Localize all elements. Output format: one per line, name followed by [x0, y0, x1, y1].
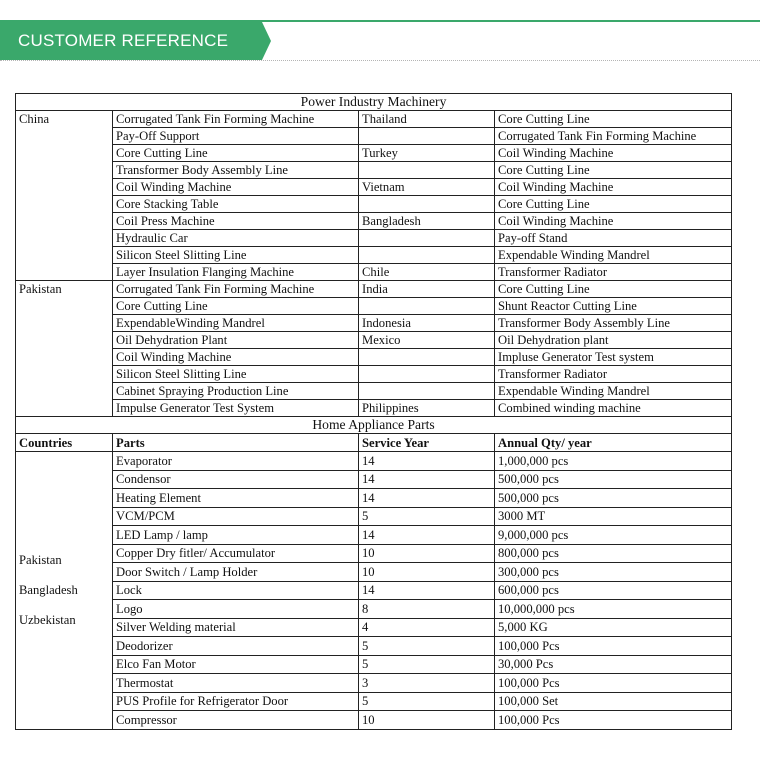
- part-name-cell: Logo: [113, 600, 359, 619]
- home-row: [16, 507, 732, 526]
- home-row: [16, 563, 732, 582]
- power-machine-cell: Core Cutting Line: [495, 111, 732, 128]
- service-year-cell: 10: [359, 544, 495, 563]
- power-country-cell: [359, 366, 495, 383]
- home-countries-cell: [16, 452, 113, 730]
- annual-qty-cell: 30,000 Pcs: [495, 655, 732, 674]
- power-machine-cell: Core Cutting Line: [495, 196, 732, 213]
- power-machine-cell: Expendable Winding Mandrel: [495, 247, 732, 264]
- power-machine-cell: Silicon Steel Slitting Line: [113, 366, 359, 383]
- power-country-cell: Vietnam: [359, 179, 495, 196]
- part-name-cell: Elco Fan Motor: [113, 655, 359, 674]
- power-machine-cell: Core Cutting Line: [495, 281, 732, 298]
- power-country-cell: Turkey: [359, 145, 495, 162]
- page-title: CUSTOMER REFERENCE: [18, 31, 229, 50]
- part-name-cell: Silver Welding material: [113, 618, 359, 637]
- part-name-cell: Heating Element: [113, 489, 359, 508]
- service-year-cell: 14: [359, 581, 495, 600]
- part-name-cell: Condensor: [113, 470, 359, 489]
- power-machine-cell: Transformer Body Assembly Line: [113, 162, 359, 179]
- home-row: [16, 655, 732, 674]
- power-row: [16, 213, 732, 230]
- power-country-cell: [359, 298, 495, 315]
- annual-qty-cell: 1,000,000 pcs: [495, 452, 732, 471]
- power-country-cell: [359, 230, 495, 247]
- power-row: [16, 111, 732, 128]
- part-name-cell: Compressor: [113, 711, 359, 730]
- power-machine-cell: Hydraulic Car: [113, 230, 359, 247]
- service-year-cell: 14: [359, 452, 495, 471]
- service-year-cell: 4: [359, 618, 495, 637]
- power-row: [16, 162, 732, 179]
- power-row: [16, 264, 732, 281]
- annual-qty-cell: 500,000 pcs: [495, 470, 732, 489]
- part-name-cell: Evaporator: [113, 452, 359, 471]
- power-country-cell: [16, 162, 113, 179]
- annual-qty-cell: 500,000 pcs: [495, 489, 732, 508]
- power-row: [16, 366, 732, 383]
- part-name-cell: Deodorizer: [113, 637, 359, 656]
- power-row: [16, 247, 732, 264]
- power-row: [16, 315, 732, 332]
- annual-qty-cell: 300,000 pcs: [495, 563, 732, 582]
- power-machine-cell: Coil Winding Machine: [495, 213, 732, 230]
- part-name-cell: PUS Profile for Refrigerator Door: [113, 692, 359, 711]
- service-year-cell: 5: [359, 507, 495, 526]
- power-machine-cell: Coil Winding Machine: [113, 349, 359, 366]
- home-row: [16, 452, 732, 471]
- part-name-cell: Door Switch / Lamp Holder: [113, 563, 359, 582]
- service-year-cell: 14: [359, 470, 495, 489]
- power-machine-cell: Transformer Radiator: [495, 366, 732, 383]
- part-name-cell: Lock: [113, 581, 359, 600]
- power-country-cell: [359, 383, 495, 400]
- column-header: Countries: [16, 434, 113, 452]
- power-machine-cell: Corrugated Tank Fin Forming Machine: [495, 128, 732, 145]
- power-row: [16, 196, 732, 213]
- power-country-cell: [16, 400, 113, 417]
- power-row: [16, 281, 732, 298]
- country-name: Uzbekistan: [19, 613, 76, 628]
- power-machine-cell: Corrugated Tank Fin Forming Machine: [113, 281, 359, 298]
- service-year-cell: 5: [359, 637, 495, 656]
- header-divider: [0, 60, 760, 61]
- power-country-cell: [16, 298, 113, 315]
- power-country-cell: [359, 162, 495, 179]
- power-row: [16, 128, 732, 145]
- power-country-cell: [16, 264, 113, 281]
- column-header: Parts: [113, 434, 359, 452]
- power-machine-cell: Corrugated Tank Fin Forming Machine: [113, 111, 359, 128]
- power-row: [16, 400, 732, 417]
- power-country-cell: [16, 332, 113, 349]
- power-machine-cell: Combined winding machine: [495, 400, 732, 417]
- home-row: [16, 470, 732, 489]
- power-row: [16, 230, 732, 247]
- annual-qty-cell: 5,000 KG: [495, 618, 732, 637]
- home-row: [16, 600, 732, 619]
- power-machine-cell: Expendable Winding Mandrel: [495, 383, 732, 400]
- country-name: Bangladesh: [19, 583, 78, 598]
- power-country-cell: Philippines: [359, 400, 495, 417]
- part-name-cell: VCM/PCM: [113, 507, 359, 526]
- power-machine-cell: Pay-Off Support: [113, 128, 359, 145]
- home-section-title: Home Appliance Parts: [16, 417, 732, 434]
- power-machine-cell: Coil Winding Machine: [113, 179, 359, 196]
- customer-reference-table: [15, 93, 732, 730]
- power-country-cell: Indonesia: [359, 315, 495, 332]
- power-country-cell: [16, 179, 113, 196]
- service-year-cell: 14: [359, 489, 495, 508]
- power-country-cell: [16, 247, 113, 264]
- power-country-cell: [16, 383, 113, 400]
- power-row: [16, 332, 732, 349]
- power-country-cell: [359, 128, 495, 145]
- power-machine-cell: Core Cutting Line: [113, 298, 359, 315]
- part-name-cell: Copper Dry fitler/ Accumulator: [113, 544, 359, 563]
- power-country-cell: [16, 349, 113, 366]
- home-row: [16, 489, 732, 508]
- power-section-title: Power Industry Machinery: [16, 94, 732, 111]
- home-row: [16, 711, 732, 730]
- power-country-cell: [359, 247, 495, 264]
- home-row: [16, 618, 732, 637]
- power-country-cell: Thailand: [359, 111, 495, 128]
- power-country-cell: Bangladesh: [359, 213, 495, 230]
- power-row: [16, 145, 732, 162]
- service-year-cell: 10: [359, 563, 495, 582]
- home-row: [16, 637, 732, 656]
- service-year-cell: 8: [359, 600, 495, 619]
- home-header-row: [16, 434, 732, 452]
- annual-qty-cell: 9,000,000 pcs: [495, 526, 732, 545]
- annual-qty-cell: 100,000 Set: [495, 692, 732, 711]
- power-machine-cell: Core Stacking Table: [113, 196, 359, 213]
- home-section-row: [16, 417, 732, 434]
- column-header: Annual Qty/ year: [495, 434, 732, 452]
- power-country-cell: [16, 128, 113, 145]
- home-row: [16, 544, 732, 563]
- home-row: [16, 526, 732, 545]
- power-machine-cell: Transformer Radiator: [495, 264, 732, 281]
- power-machine-cell: ExpendableWinding Mandrel: [113, 315, 359, 332]
- home-row: [16, 674, 732, 693]
- service-year-cell: 5: [359, 655, 495, 674]
- power-machine-cell: Cabinet Spraying Production Line: [113, 383, 359, 400]
- power-machine-cell: Coil Winding Machine: [495, 145, 732, 162]
- home-row: [16, 692, 732, 711]
- power-country-cell: Pakistan: [16, 281, 113, 298]
- annual-qty-cell: 600,000 pcs: [495, 581, 732, 600]
- power-machine-cell: Coil Winding Machine: [495, 179, 732, 196]
- power-country-cell: China: [16, 111, 113, 128]
- power-country-cell: Chile: [359, 264, 495, 281]
- column-header: Service Year: [359, 434, 495, 452]
- power-country-cell: [16, 196, 113, 213]
- annual-qty-cell: 100,000 Pcs: [495, 674, 732, 693]
- annual-qty-cell: 100,000 Pcs: [495, 711, 732, 730]
- home-row: [16, 581, 732, 600]
- annual-qty-cell: 100,000 Pcs: [495, 637, 732, 656]
- power-machine-cell: Silicon Steel Slitting Line: [113, 247, 359, 264]
- power-row: [16, 349, 732, 366]
- service-year-cell: 14: [359, 526, 495, 545]
- power-country-cell: Mexico: [359, 332, 495, 349]
- power-machine-cell: Pay-off Stand: [495, 230, 732, 247]
- power-row: [16, 383, 732, 400]
- part-name-cell: Thermostat: [113, 674, 359, 693]
- power-machine-cell: Core Cutting Line: [495, 162, 732, 179]
- power-country-cell: [359, 349, 495, 366]
- power-country-cell: [16, 366, 113, 383]
- power-machine-cell: Impluse Generator Test system: [495, 349, 732, 366]
- part-name-cell: LED Lamp / lamp: [113, 526, 359, 545]
- power-machine-cell: Impulse Generator Test System: [113, 400, 359, 417]
- power-machine-cell: Oil Dehydration plant: [495, 332, 732, 349]
- power-country-cell: [16, 230, 113, 247]
- annual-qty-cell: 3000 MT: [495, 507, 732, 526]
- power-country-cell: [16, 145, 113, 162]
- power-machine-cell: Core Cutting Line: [113, 145, 359, 162]
- power-machine-cell: Oil Dehydration Plant: [113, 332, 359, 349]
- service-year-cell: 3: [359, 674, 495, 693]
- power-machine-cell: Shunt Reactor Cutting Line: [495, 298, 732, 315]
- annual-qty-cell: 800,000 pcs: [495, 544, 732, 563]
- power-country-cell: [16, 315, 113, 332]
- annual-qty-cell: 10,000,000 pcs: [495, 600, 732, 619]
- power-row: [16, 179, 732, 196]
- header-top-line: [0, 20, 760, 22]
- power-machine-cell: Coil Press Machine: [113, 213, 359, 230]
- service-year-cell: 10: [359, 711, 495, 730]
- service-year-cell: 5: [359, 692, 495, 711]
- country-name: Pakistan: [19, 553, 62, 568]
- power-machine-cell: Layer Insulation Flanging Machine: [113, 264, 359, 281]
- power-machine-cell: Transformer Body Assembly Line: [495, 315, 732, 332]
- power-country-cell: [16, 213, 113, 230]
- power-row: [16, 298, 732, 315]
- power-country-cell: India: [359, 281, 495, 298]
- power-country-cell: [359, 196, 495, 213]
